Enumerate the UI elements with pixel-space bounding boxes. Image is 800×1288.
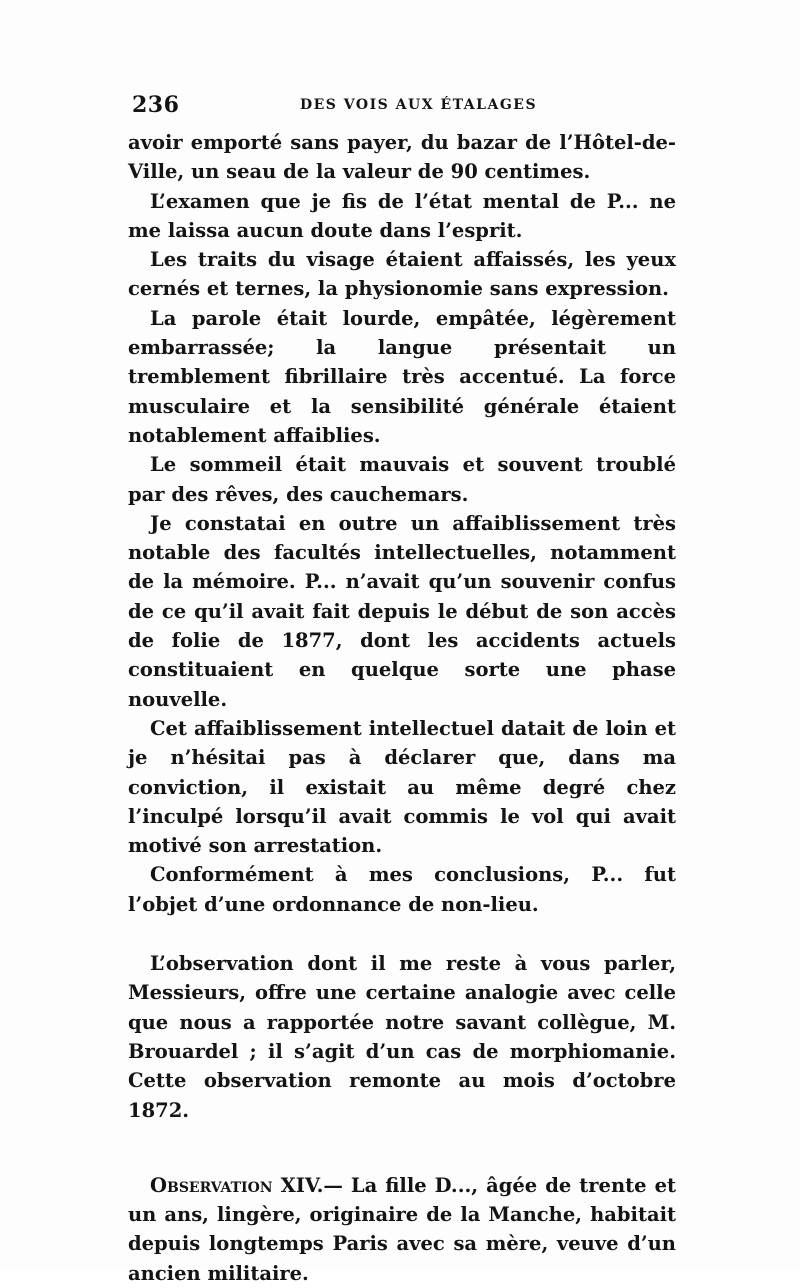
paragraph-affaiblissement: Je constatai en outre un affaiblissement très notable des facultés intellectuelles, notamment de la mémoire. P... n’avait qu’un souvenir confus de ce qu’il avait fait depuis le début de son accès de folie de 1877, dont les accidents actuels constituaient en quelque sorte une phase nouvelle. [128, 511, 676, 711]
running-title: DES VOIS AUX ÉTALAGES [300, 97, 538, 113]
body-text [128, 128, 676, 1288]
observation-label: Observation XIV. [150, 1173, 324, 1197]
paragraph-examen: L’examen que je fis de l’état mental de P... ne me laissa aucun doute dans l’esprit. [128, 189, 676, 242]
paragraph-continuation: avoir emporté sans payer, du bazar de l’Hôtel-de-Ville, un seau de la valeur de 90 centimes. [128, 131, 676, 184]
page-number: 236 [132, 92, 180, 118]
paragraph-parole: La parole était lourde, empâtée, légèrement embarrassée; la langue présentait un tremblement fibrillaire très accentué. La force musculaire et la sensibilité générale étaient notablement affaiblies. [128, 306, 676, 447]
paragraph-morphiomanie: L’observation dont il me reste à vous parler, Messieurs, offre une certaine analogie avec celle que nous a rapportée notre savant collègue, M. Brouardel ; il s’agit d’un cas de morphiomanie. Cette observation remonte au mois d’octobre 1872. [128, 952, 676, 1122]
paragraph-conclusions: Conformément à mes conclusions, P... fut l’objet d’une ordonnance de non-lieu. [128, 863, 676, 916]
observation-text: — La fille D..., âgée de trente et un ans, lingère, originaire de la Manche, habitait depuis longtemps Paris avec sa mère, veuve d’un ancien militaire. [128, 1173, 676, 1285]
paragraph-sommeil: Le sommeil était mauvais et souvent troublé par des rêves, des cauchemars. [128, 453, 676, 506]
observation-xiv [128, 1171, 676, 1288]
paragraph-traits: Les traits du visage étaient affaissés, les yeux cernés et ternes, la physionomie sans expression. [128, 248, 676, 301]
paragraph-intellectuel: Cet affaiblissement intellectuel datait de loin et je n’hésitai pas à déclarer que, dans ma conviction, il existait au même degré chez l’inculpé lorsqu’il avait commis le vol qui avait motivé son arrestation. [128, 716, 676, 858]
running-head [132, 92, 672, 122]
